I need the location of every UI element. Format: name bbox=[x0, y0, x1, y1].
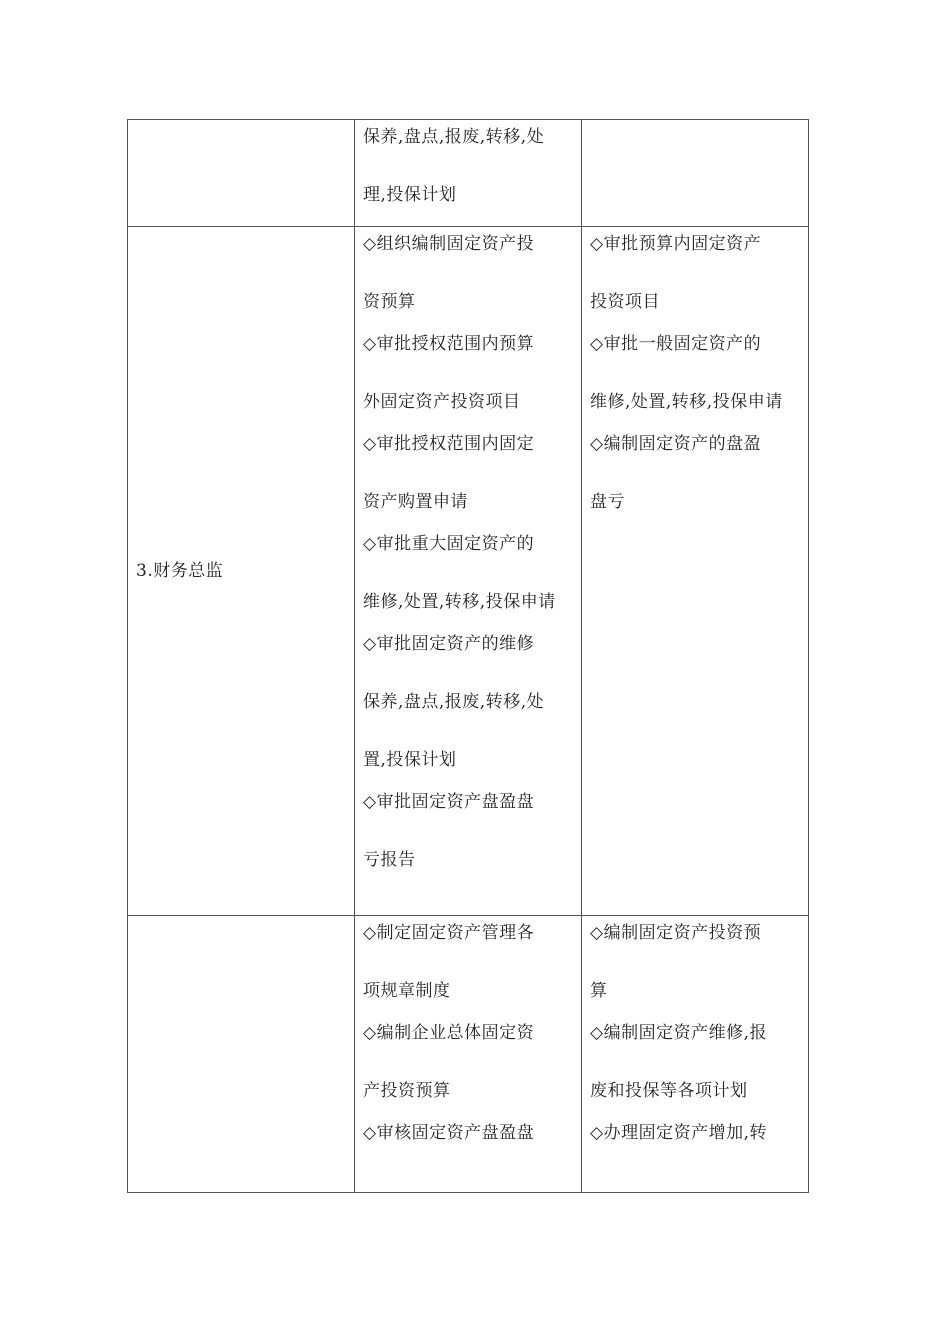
approval-line: ◇编制固定资产投资预 bbox=[590, 923, 762, 943]
approval-line: 盘亏 bbox=[590, 492, 625, 512]
duty-line: 维修,处置,转移,投保申请 bbox=[363, 592, 556, 612]
approval-line: ◇编制固定资产的盘盈 bbox=[590, 434, 762, 454]
approval-line: 废和投保等各项计划 bbox=[590, 1081, 748, 1101]
duties-cell bbox=[355, 120, 582, 227]
approval-line: ◇审批预算内固定资产 bbox=[590, 234, 762, 254]
duty-line: ◇审批授权范围内预算 bbox=[363, 334, 535, 354]
duty-line: 资预算 bbox=[363, 292, 416, 312]
duty-line: 理,投保计划 bbox=[363, 185, 457, 205]
role-cell bbox=[128, 227, 355, 916]
approvals-cell bbox=[582, 916, 809, 1193]
approval-line: 算 bbox=[590, 981, 608, 1001]
approval-line: 投资项目 bbox=[590, 292, 660, 312]
approval-line: ◇办理固定资产增加,转 bbox=[590, 1123, 767, 1143]
role-cell bbox=[128, 916, 355, 1193]
approvals-cell bbox=[582, 120, 809, 227]
duty-line: ◇审批固定资产的维修 bbox=[363, 634, 535, 654]
duty-line: ◇制定固定资产管理各 bbox=[363, 923, 535, 943]
duty-line: 保养,盘点,报废,转移,处 bbox=[363, 692, 545, 712]
duty-line: ◇审批重大固定资产的 bbox=[363, 534, 535, 554]
approval-line: ◇编制固定资产维修,报 bbox=[590, 1023, 767, 1043]
duty-line: ◇审核固定资产盘盈盘 bbox=[363, 1123, 535, 1143]
duty-line: 亏报告 bbox=[363, 850, 416, 870]
duty-line: ◇编制企业总体固定资 bbox=[363, 1023, 535, 1043]
approval-line: ◇审批一般固定资产的 bbox=[590, 334, 762, 354]
duty-line: ◇组织编制固定资产投 bbox=[363, 234, 535, 254]
approval-line: 维修,处置,转移,投保申请 bbox=[590, 392, 783, 412]
duties-cell bbox=[355, 227, 582, 916]
duty-line: ◇审批固定资产盘盈盘 bbox=[363, 792, 535, 812]
duties-cell bbox=[355, 916, 582, 1193]
table-row bbox=[128, 916, 809, 1193]
table-row bbox=[128, 227, 809, 916]
duty-line: 置,投保计划 bbox=[363, 750, 457, 770]
role-label: 3.财务总监 bbox=[136, 561, 224, 581]
duty-line: 项规章制度 bbox=[363, 981, 451, 1001]
role-cell bbox=[128, 120, 355, 227]
duty-line: ◇审批授权范围内固定 bbox=[363, 434, 535, 454]
duty-line: 外固定资产投资项目 bbox=[363, 392, 521, 412]
responsibility-table bbox=[127, 119, 809, 1193]
duty-line: 资产购置申请 bbox=[363, 492, 468, 512]
duty-line: 产投资预算 bbox=[363, 1081, 451, 1101]
duty-line: 保养,盘点,报废,转移,处 bbox=[363, 127, 545, 147]
approvals-cell bbox=[582, 227, 809, 916]
table-row bbox=[128, 120, 809, 227]
